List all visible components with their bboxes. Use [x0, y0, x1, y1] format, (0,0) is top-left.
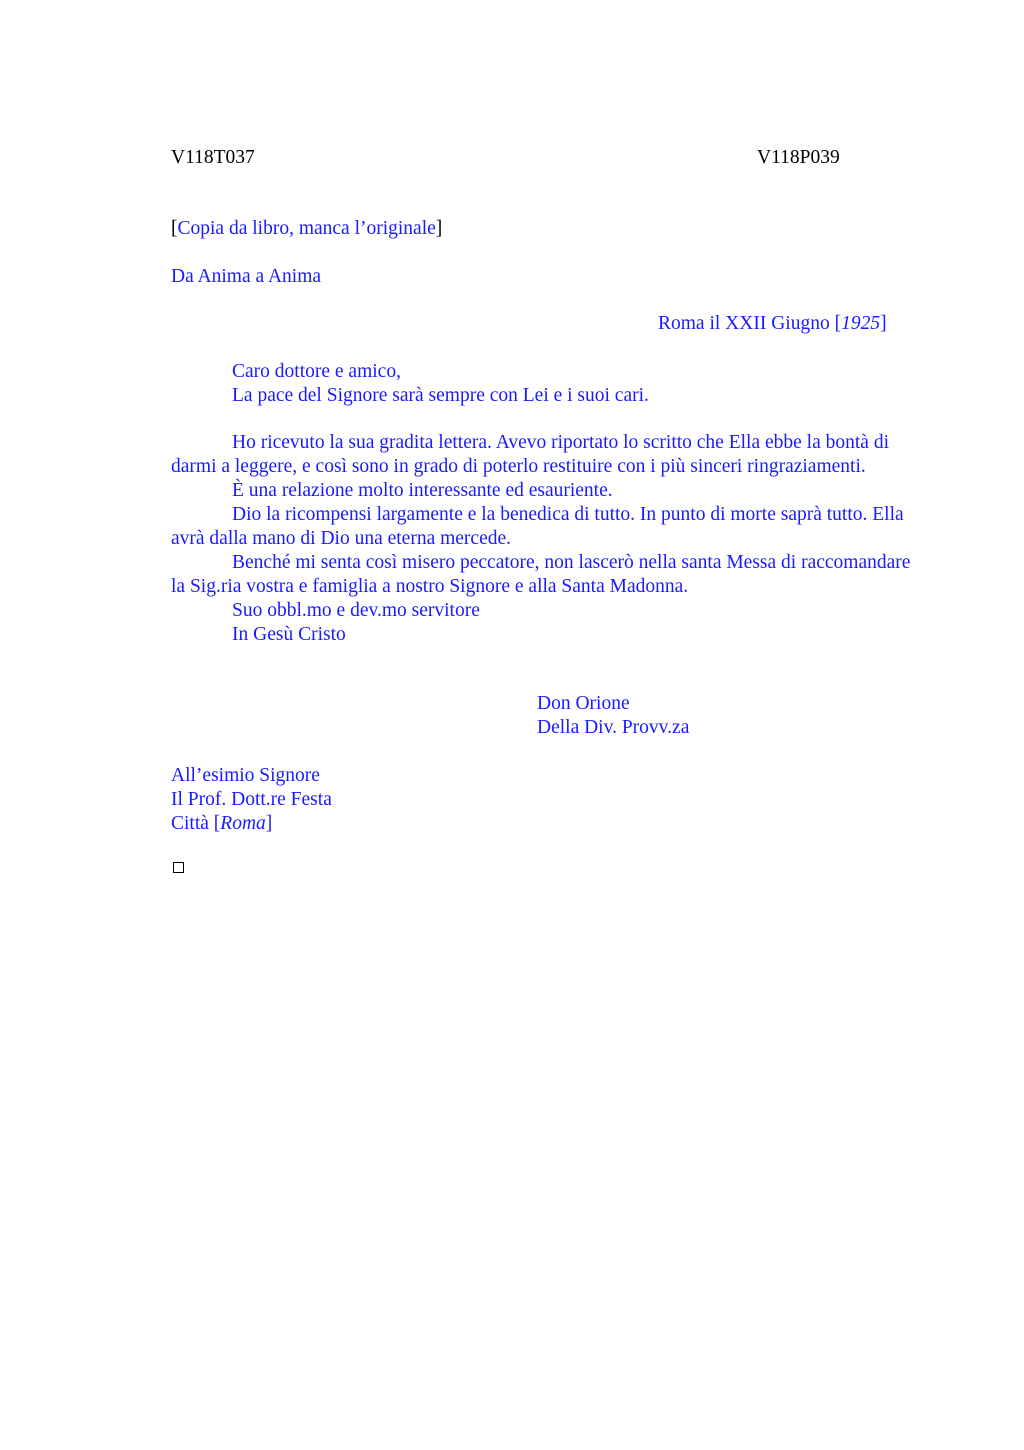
address-line-3 [171, 812, 332, 836]
address-line-1: All’esimio Signore [171, 765, 320, 786]
address-city-text: Città [ [171, 813, 221, 834]
letter-closing: Suo obbl.mo e dev.mo servitore [232, 600, 480, 621]
dateline-text: Roma il XXII Giugno [ [658, 313, 842, 334]
signature-block [537, 692, 689, 740]
dateline-year: 1925 [841, 313, 881, 334]
address-close: ] [265, 813, 273, 834]
salutation-line-2: La pace del Signore sarà sempre con Lei e i suoi cari. [232, 385, 649, 406]
letter-closing: In Gesù Cristo [232, 624, 346, 645]
editorial-note [171, 217, 442, 241]
dateline [658, 312, 887, 336]
address-block [171, 764, 332, 836]
note-open-bracket: [ [171, 218, 178, 239]
document-code-left: V118T037 [171, 147, 255, 168]
signature-title: Della Div. Provv.za [537, 717, 690, 738]
letter-paragraph: È una relazione molto interessante ed esauriente. [232, 480, 613, 501]
address-line-2: Il Prof. Dott.re Festa [171, 789, 332, 810]
salutation-line-1: Caro dottore e amico, [232, 361, 401, 382]
signature-name: Don Orione [537, 693, 630, 714]
salutation [171, 360, 916, 408]
empty-square-icon [173, 862, 184, 873]
note-close-bracket: ] [435, 218, 443, 239]
dateline-close: ] [880, 313, 887, 334]
letter-body [171, 431, 916, 647]
letter-paragraph: Ho ricevuto la sua gradita lettera. Avevo riportato lo scritto che Ella ebbe la bontà di darmi a leggere, e così sono in grado di poterlo restituire con i più sinceri ringraziamenti. [171, 432, 889, 477]
letter-paragraph: Dio la ricompensi largamente e la benedica di tutto. In punto di morte saprà tutto. Ella avrà dalla mano di Dio una eterna mercede. [171, 504, 904, 549]
letter-heading: Da Anima a Anima [171, 266, 322, 287]
address-place: Roma [220, 813, 266, 834]
document-code-right: V118P039 [757, 147, 840, 168]
letter-paragraph: Benché mi senta così misero peccatore, non lascerò nella santa Messa di raccomandare la Sig.ria vostra e famiglia a nostro Signore e alla Santa Madonna. [171, 552, 911, 597]
note-text: Copia da libro, manca l’originale [177, 218, 436, 239]
